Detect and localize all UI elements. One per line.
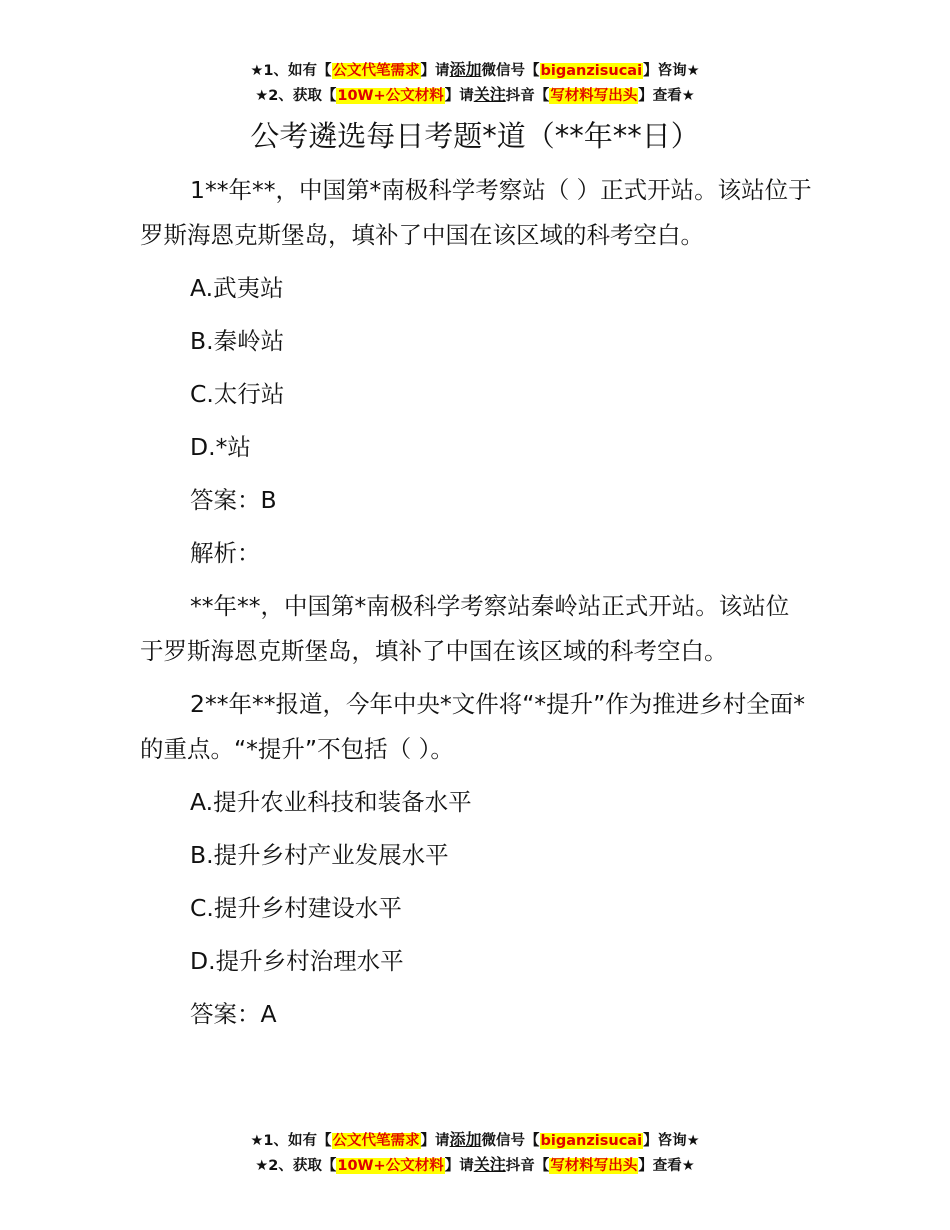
promo-text: 】请 <box>420 1133 450 1149</box>
question-1-option-c: C.太行站 <box>190 380 285 408</box>
promo-text: 】请 <box>420 63 450 79</box>
star-icon: ★ <box>681 1158 695 1174</box>
promo-text: 】查看 <box>638 1158 682 1174</box>
question-2-option-c: C.提升乡村建设水平 <box>190 894 402 922</box>
promo-underline: 添加 <box>449 1130 482 1149</box>
question-2-option-b: B.提升乡村产业发展水平 <box>190 841 449 869</box>
star-icon: ★ <box>255 1158 269 1174</box>
star-icon: ★ <box>250 1133 264 1149</box>
promo-highlight: 10W+公文材料 <box>337 1158 444 1174</box>
promo-underline: 关注 <box>473 1155 506 1174</box>
star-icon: ★ <box>250 63 264 79</box>
star-icon: ★ <box>255 88 269 104</box>
promo-highlight: 写材料写出头 <box>550 1158 638 1174</box>
document-body <box>140 168 812 1045</box>
promo-text: 】请 <box>444 88 474 104</box>
question-2-stem: 2**年**报道，今年中央*文件将“*提升”作为推进乡村全面*的重点。“*提升”不包括（ ）。 <box>140 690 806 763</box>
promo-text: 】咨询 <box>643 1133 687 1149</box>
question-2-option-d: D.提升乡村治理水平 <box>190 947 404 975</box>
promo-text: 】咨询 <box>643 63 687 79</box>
page-title: 公考遴选每日考题*道（**年**日） <box>250 119 700 153</box>
promo-banner-top <box>0 58 950 108</box>
star-icon: ★ <box>686 1133 700 1149</box>
question-2-answer: 答案：A <box>190 1000 277 1028</box>
question-1-analysis: **年**，中国第*南极科学考察站秦岭站正式开站。该站位于罗斯海恩克斯堡岛，填补了中国在该区域的科考空白。 <box>140 592 790 665</box>
promo-highlight: biganzisucai <box>540 1133 643 1149</box>
question-1-option-b: B.秦岭站 <box>190 327 285 355</box>
promo-text: 抖音【 <box>505 88 550 104</box>
question-1-option-d: D.*站 <box>190 433 251 461</box>
promo-line-2 <box>0 1153 950 1178</box>
promo-text: 抖音【 <box>505 1158 550 1174</box>
promo-text: 】查看 <box>638 88 682 104</box>
question-1-option-a: A.武夷站 <box>190 274 284 302</box>
promo-text: 2、获取【 <box>268 1158 337 1174</box>
question-1-analysis-label: 解析： <box>190 539 261 567</box>
promo-highlight: 公文代笔需求 <box>332 63 420 79</box>
promo-highlight: biganzisucai <box>540 63 643 79</box>
question-1-stem: 1**年**，中国第*南极科学考察站（ ）正式开站。该站位于罗斯海恩克斯堡岛，填补了中国在该区域的科考空白。 <box>140 176 812 249</box>
promo-text: 微信号【 <box>481 63 540 79</box>
promo-text: 2、获取【 <box>268 88 337 104</box>
promo-highlight: 写材料写出头 <box>550 88 638 104</box>
promo-line-1 <box>0 58 950 83</box>
question-2-option-a: A.提升农业科技和装备水平 <box>190 788 472 816</box>
promo-line-1 <box>0 1128 950 1153</box>
promo-highlight: 10W+公文材料 <box>337 88 444 104</box>
promo-text: 】请 <box>444 1158 474 1174</box>
promo-text: 微信号【 <box>481 1133 540 1149</box>
promo-text: 1、如有【 <box>263 1133 332 1149</box>
promo-text: 1、如有【 <box>263 63 332 79</box>
star-icon: ★ <box>681 88 695 104</box>
promo-banner-bottom <box>0 1128 950 1178</box>
promo-underline: 添加 <box>449 60 482 79</box>
question-1-answer: 答案：B <box>190 486 277 514</box>
promo-line-2 <box>0 83 950 108</box>
star-icon: ★ <box>686 63 700 79</box>
promo-underline: 关注 <box>473 85 506 104</box>
promo-highlight: 公文代笔需求 <box>332 1133 420 1149</box>
